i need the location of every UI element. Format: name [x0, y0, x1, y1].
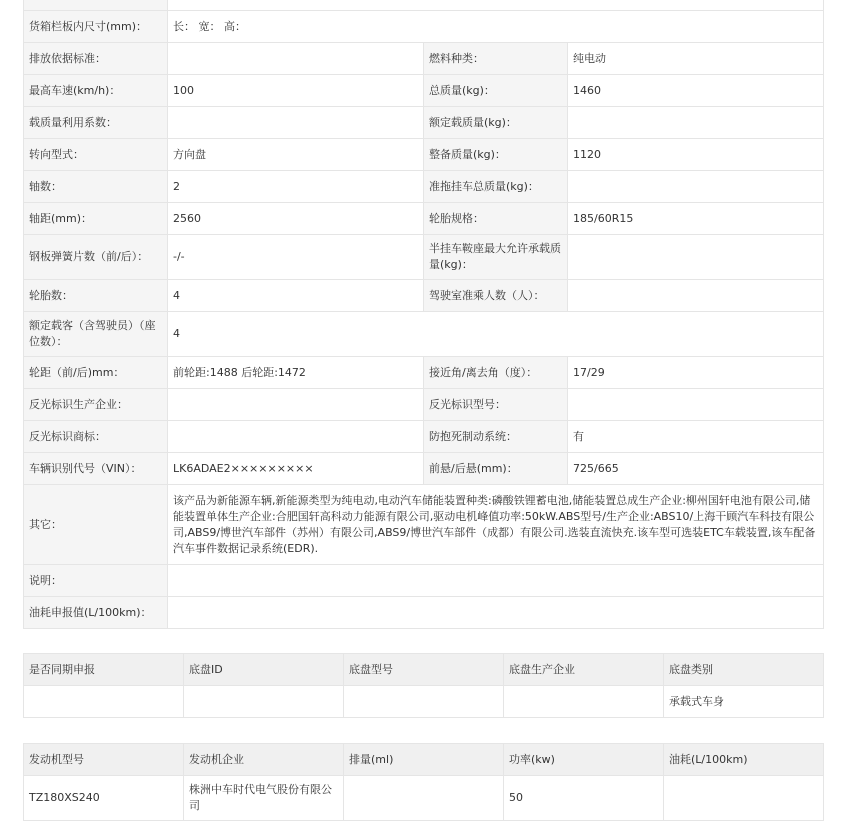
- param-value: 前轮距:1488 后轮距:1472: [168, 357, 424, 389]
- param-value: [168, 0, 824, 11]
- param-label: 前悬/后悬(mm)：: [424, 453, 568, 485]
- table-cell: TZ180XS240: [24, 776, 184, 821]
- column-header: 底盘生产企业: [504, 654, 664, 686]
- param-row: [24, 0, 824, 11]
- param-row: [24, 235, 824, 280]
- table-header-row: [24, 744, 824, 776]
- param-label: 轮距（前/后)mm：: [24, 357, 168, 389]
- param-label: 轮胎规格：: [424, 203, 568, 235]
- column-header: 底盘类别: [664, 654, 824, 686]
- column-header: 是否同期申报: [24, 654, 184, 686]
- param-label: 反光标识型号：: [424, 389, 568, 421]
- param-value: 长： 宽： 高：: [168, 11, 824, 43]
- param-value: [168, 107, 424, 139]
- column-header: 功率(kw): [504, 744, 664, 776]
- param-value: 4: [168, 312, 824, 357]
- param-row: [24, 453, 824, 485]
- column-header: 底盘型号: [344, 654, 504, 686]
- param-label: 反光标识商标：: [24, 421, 168, 453]
- param-value: [568, 171, 824, 203]
- table-cell: [504, 686, 664, 718]
- table-cell: [184, 686, 344, 718]
- param-label: 整备质量(kg)：: [424, 139, 568, 171]
- param-value: -/-: [168, 235, 424, 280]
- param-value: 185/60R15: [568, 203, 824, 235]
- param-label: 排放依据标准：: [24, 43, 168, 75]
- param-label: 说明：: [24, 565, 168, 597]
- param-label: 转向型式：: [24, 139, 168, 171]
- param-value: LK6ADAE2×××××××××: [168, 453, 424, 485]
- param-row: [24, 139, 824, 171]
- param-value: [168, 421, 424, 453]
- param-value: 1460: [568, 75, 824, 107]
- param-row: [24, 280, 824, 312]
- table-cell: [24, 686, 184, 718]
- param-value: [168, 597, 824, 629]
- param-row: [24, 203, 824, 235]
- table-cell: 50: [504, 776, 664, 821]
- param-row: [24, 565, 824, 597]
- table-cell: 株洲中车时代电气股份有限公司: [184, 776, 344, 821]
- table-cell: [344, 686, 504, 718]
- param-value: 100: [168, 75, 424, 107]
- param-row: [24, 597, 824, 629]
- param-label: 载质量利用系数：: [24, 107, 168, 139]
- param-label: 驾驶室准乘人数（人）：: [424, 280, 568, 312]
- param-row: [24, 43, 824, 75]
- param-row: [24, 107, 824, 139]
- param-label: 燃料种类：: [424, 43, 568, 75]
- param-label: 半挂车鞍座最大允许承载质量(kg)：: [424, 235, 568, 280]
- param-value: 方向盘: [168, 139, 424, 171]
- param-label: 接近角/离去角（度）：: [424, 357, 568, 389]
- param-label: 反光标识生产企业：: [24, 389, 168, 421]
- param-value: 17/29: [568, 357, 824, 389]
- param-label: 钢板弹簧片数（前/后）：: [24, 235, 168, 280]
- param-row: [24, 312, 824, 357]
- param-value: [568, 235, 824, 280]
- column-header: 排量(ml): [344, 744, 504, 776]
- param-value: [168, 565, 824, 597]
- param-value: 有: [568, 421, 824, 453]
- param-value: 725/665: [568, 453, 824, 485]
- param-value: [568, 389, 824, 421]
- param-row: [24, 75, 824, 107]
- table-cell: [664, 776, 824, 821]
- param-label: 轮胎数：: [24, 280, 168, 312]
- chassis-table: [23, 653, 824, 718]
- table-row: [24, 686, 824, 718]
- param-row: [24, 357, 824, 389]
- param-value: [568, 280, 824, 312]
- param-row: [24, 485, 824, 565]
- column-header: 发动机型号: [24, 744, 184, 776]
- param-value: [168, 389, 424, 421]
- param-label: 轴距(mm)：: [24, 203, 168, 235]
- column-header: 发动机企业: [184, 744, 344, 776]
- param-row: [24, 171, 824, 203]
- param-row: [24, 389, 824, 421]
- param-row: [24, 11, 824, 43]
- param-row: [24, 421, 824, 453]
- param-label: 车辆识别代号（VIN）：: [24, 453, 168, 485]
- vehicle-params-table: [23, 0, 824, 629]
- param-value: 1120: [568, 139, 824, 171]
- param-value: 2560: [168, 203, 424, 235]
- param-value: 4: [168, 280, 424, 312]
- param-value: [568, 107, 824, 139]
- table-header-row: [24, 654, 824, 686]
- param-label: 油耗申报值(L/100km)：: [24, 597, 168, 629]
- param-label: 额定载客（含驾驶员）（座位数）：: [24, 312, 168, 357]
- param-label: 准拖挂车总质量(kg)：: [424, 171, 568, 203]
- param-value: 2: [168, 171, 424, 203]
- column-header: 油耗(L/100km): [664, 744, 824, 776]
- param-label: [24, 0, 168, 11]
- param-label: 货箱栏板内尺寸(mm)：: [24, 11, 168, 43]
- param-label: 总质量(kg)：: [424, 75, 568, 107]
- param-value: [168, 43, 424, 75]
- table-cell: [344, 776, 504, 821]
- engine-table: [23, 743, 824, 821]
- param-value: 该产品为新能源车辆,新能源类型为纯电动,电动汽车储能装置种类:磷酸铁锂蓄电池,储能装置总成生产企业:柳州国轩电池有限公司,储能装置单体生产企业:合肥国轩高科动力能源有限公司,驱动电机峰值功率:50kW.ABS型号/生产企业:ABS10/上海干顾汽车科技有限公司,ABS9/博世汽车部件（苏州）有限公司,ABS9/博世汽车部件（成都）有限公司.选装直流快充.该车型可选装ETC车载装置,该车配备汽车事件数据记录系统(EDR).: [168, 485, 824, 565]
- param-label: 防抱死制动系统：: [424, 421, 568, 453]
- column-header: 底盘ID: [184, 654, 344, 686]
- param-label: 最高车速(km/h)：: [24, 75, 168, 107]
- param-label: 轴数：: [24, 171, 168, 203]
- param-label: 额定载质量(kg)：: [424, 107, 568, 139]
- param-value: 纯电动: [568, 43, 824, 75]
- table-row: [24, 776, 824, 821]
- param-label: 其它：: [24, 485, 168, 565]
- table-cell: 承载式车身: [664, 686, 824, 718]
